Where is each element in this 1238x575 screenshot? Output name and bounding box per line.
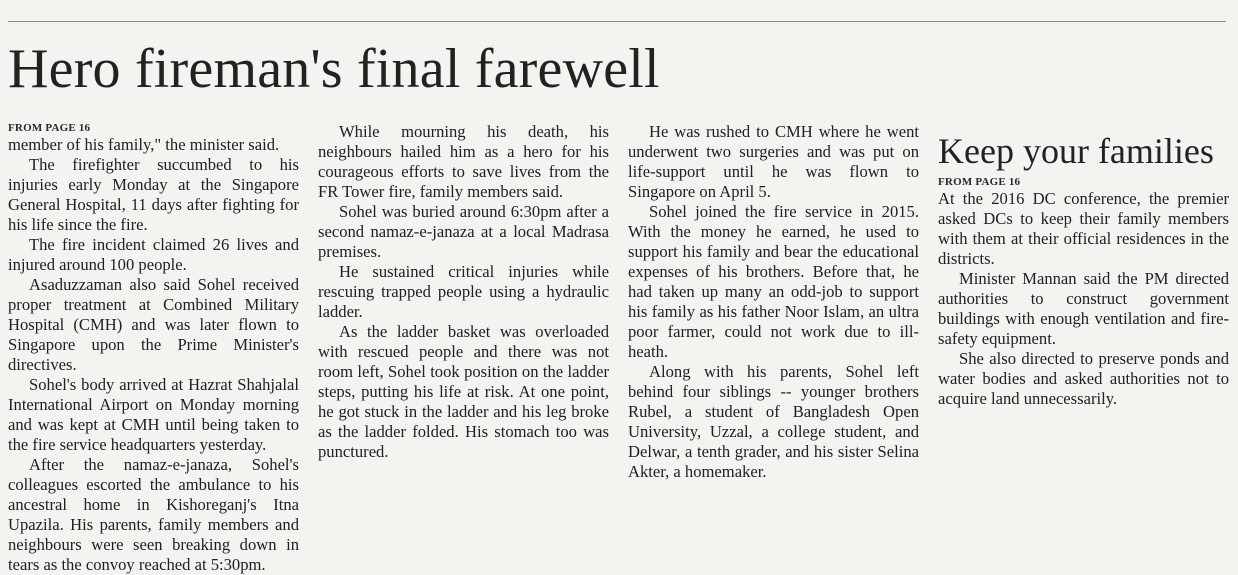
article-paragraph: Sohel's body arrived at Hazrat Shahjalal International Airport on Monday morning and was kept at CMH until being taken to the fire service headquarters yesterday.	[8, 375, 299, 454]
sidebar-paragraph: At the 2016 DC conference, the premier asked DCs to keep their family members with them at their official residences in the districts.	[938, 189, 1229, 268]
sidebar-headline: Keep your families	[938, 131, 1214, 171]
article-paragraph: Sohel was buried around 6:30pm after a second namaz-e-janaza at a local Madrasa premises.	[318, 202, 609, 261]
column-4	[938, 122, 1229, 409]
article-paragraph: Along with his parents, Sohel left behind four siblings -- younger brothers Rubel, a student of Bangladesh Open University, Uzzal, a college student, and Delwar, a tenth grader, and his sister Selina Akter, a homemaker.	[628, 362, 919, 481]
previous-article-cutoff	[0, 0, 1238, 8]
sidebar-continued-from-label: FROM PAGE 16	[938, 176, 1021, 188]
article-paragraph: Sohel joined the fire service in 2015. With the money he earned, he used to support his family and bear the educational expenses of his brothers. Before that, he had taken up many an odd-job to support his family as his father Noor Islam, an ultra poor farmer, could not work due to ill-heath.	[628, 202, 919, 361]
article-paragraph: As the ladder basket was overloaded with rescued people and there was not room left, Sohel took position on the ladder steps, putting his life at risk. At one point, he got stuck in the ladder and his leg broke as the ladder folded. His stomach too was punctured.	[318, 322, 609, 461]
section-divider	[8, 21, 1226, 22]
sidebar-paragraph: She also directed to preserve ponds and water bodies and asked authorities not to acquire land unnecessarily.	[938, 349, 1229, 408]
column-1	[8, 122, 299, 575]
article-paragraph: After the namaz-e-janaza, Sohel's colleagues escorted the ambulance to his ancestral home in Kishoreganj's Itna Upazila. His parents, family members and neighbours were seen breaking down in tears as the convoy reached at 5:30pm.	[8, 455, 299, 574]
article-paragraph: He sustained critical injuries while rescuing trapped people using a hydraulic ladder.	[318, 262, 609, 321]
column-2	[318, 122, 609, 462]
article-headline: Hero fireman's final farewell	[8, 38, 660, 100]
continued-from-label: FROM PAGE 16	[8, 122, 91, 134]
article-paragraph: He was rushed to CMH where he went underwent two surgeries and was put on life-support until he was flown to Singapore on April 5.	[628, 122, 919, 201]
article-paragraph: The firefighter succumbed to his injuries early Monday at the Singapore General Hospital, 11 days after fighting for his life since the fire.	[8, 155, 299, 234]
article-paragraph: Asaduzzaman also said Sohel received proper treatment at Combined Military Hospital (CMH) and was later flown to Singapore upon the Prime Minister's directives.	[8, 275, 299, 374]
sidebar-paragraph: Minister Mannan said the PM directed authorities to construct government buildings with enough ventilation and fire-safety equipment.	[938, 269, 1229, 348]
article-paragraph: member of his family," the minister said.	[8, 135, 280, 154]
article-paragraph: The fire incident claimed 26 lives and injured around 100 people.	[8, 235, 299, 274]
article-paragraph: While mourning his death, his neighbours hailed him as a hero for his courageous efforts to save lives from the FR Tower fire, family members said.	[318, 122, 609, 201]
column-3	[628, 122, 919, 482]
